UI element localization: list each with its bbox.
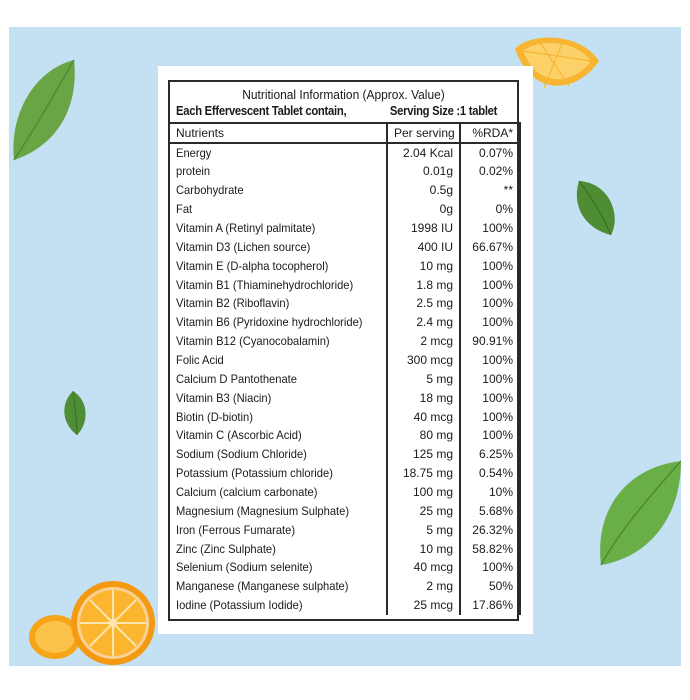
rda-value bbox=[460, 294, 520, 313]
nutrient-name-text: Energy bbox=[176, 146, 212, 160]
table-row bbox=[169, 577, 520, 596]
rda-value-text: 66.67% bbox=[472, 239, 513, 254]
rda-value-text: 100% bbox=[482, 221, 513, 235]
table-row bbox=[169, 445, 520, 464]
table-row bbox=[169, 143, 520, 162]
nutrition-table bbox=[168, 122, 521, 615]
nutrient-name bbox=[169, 351, 387, 370]
nutrient-name bbox=[169, 501, 387, 520]
rda-value bbox=[460, 162, 520, 181]
nutrient-name-text: Sodium (Sodium Chloride) bbox=[176, 447, 307, 462]
nutrient-name-text: Calcium D Pantothenate bbox=[176, 371, 297, 386]
per-serving-value-text: 2.4 mg bbox=[416, 315, 453, 330]
rda-value bbox=[460, 256, 520, 275]
rda-value-text: 17.86% bbox=[472, 598, 513, 613]
per-serving-value bbox=[387, 596, 460, 615]
rda-value-text: 0.54% bbox=[478, 466, 513, 481]
nutrient-name bbox=[169, 237, 387, 256]
per-serving-value bbox=[387, 426, 460, 445]
per-serving-value-text: 18.75 mg bbox=[402, 466, 453, 481]
per-serving-value bbox=[387, 464, 460, 483]
per-serving-value-text: 2 mcg bbox=[420, 334, 453, 349]
rda-value bbox=[460, 426, 520, 445]
nutrient-name-text: Selenium (Sodium selenite) bbox=[176, 560, 313, 575]
nutrient-name-text: Fat bbox=[176, 202, 193, 217]
nutrient-name bbox=[169, 143, 387, 162]
nutrient-name-text: Vitamin B2 (Riboflavin) bbox=[176, 296, 290, 311]
rda-value-text: 26.32% bbox=[472, 522, 513, 537]
nutrient-name bbox=[169, 332, 387, 351]
per-serving-value bbox=[387, 256, 460, 275]
nutrient-name bbox=[169, 313, 387, 332]
table-row bbox=[169, 181, 520, 200]
nutrient-name bbox=[169, 483, 387, 502]
leaf-icon bbox=[59, 389, 91, 437]
per-serving-value bbox=[387, 275, 460, 294]
nutrient-name bbox=[169, 256, 387, 275]
table-row bbox=[169, 351, 520, 370]
nutrient-name bbox=[169, 388, 387, 407]
nutrient-name bbox=[169, 577, 387, 596]
tablet-contents-label: Each Effervescent Tablet contain, bbox=[176, 104, 347, 118]
per-serving-value-text: 80 mg bbox=[419, 428, 453, 443]
nutrient-name-text: Biotin (D-biotin) bbox=[176, 409, 253, 424]
table-row bbox=[169, 219, 520, 238]
rda-value bbox=[460, 596, 520, 615]
rda-value bbox=[460, 464, 520, 483]
rda-value bbox=[460, 407, 520, 426]
rda-value-text: 100% bbox=[482, 277, 513, 292]
per-serving-value bbox=[387, 558, 460, 577]
per-serving-value bbox=[387, 577, 460, 596]
per-serving-value-text: 25 mcg bbox=[413, 598, 453, 613]
table-row bbox=[169, 520, 520, 539]
per-serving-value-text: 400 IU bbox=[417, 239, 453, 254]
rda-value-text: 6.25% bbox=[478, 447, 513, 462]
per-serving-value bbox=[387, 332, 460, 351]
nutrient-name bbox=[169, 426, 387, 445]
table-row bbox=[169, 275, 520, 294]
rda-value bbox=[460, 388, 520, 407]
per-serving-value bbox=[387, 219, 460, 238]
nutrient-name-text: Potassium (Potassium chloride) bbox=[176, 466, 333, 481]
nutrient-name-text: Vitamin E (D-alpha tocopherol) bbox=[176, 258, 329, 273]
nutrient-name bbox=[169, 539, 387, 558]
nutrition-title: Nutritional Information (Approx. Value) bbox=[242, 87, 445, 102]
per-serving-value bbox=[387, 294, 460, 313]
rda-value bbox=[460, 275, 520, 294]
column-header-nutrients: Nutrients bbox=[169, 123, 387, 143]
rda-value-text: 100% bbox=[482, 258, 513, 273]
per-serving-value-text: 2.04 Kcal bbox=[402, 146, 453, 160]
nutrient-name-text: Calcium (calcium carbonate) bbox=[176, 485, 318, 500]
per-serving-value bbox=[387, 539, 460, 558]
nutrient-name bbox=[169, 275, 387, 294]
table-header-row bbox=[169, 123, 520, 143]
table-row bbox=[169, 539, 520, 558]
per-serving-value-text: 40 mcg bbox=[413, 409, 453, 424]
nutrient-name bbox=[169, 407, 387, 426]
per-serving-value-text: 0.01g bbox=[422, 164, 453, 179]
rda-value bbox=[460, 520, 520, 539]
rda-value-text: 10% bbox=[488, 485, 513, 500]
rda-value bbox=[460, 539, 520, 558]
nutrient-name-text: Vitamin B1 (Thiaminehydrochloride) bbox=[176, 277, 354, 292]
per-serving-value bbox=[387, 351, 460, 370]
per-serving-value bbox=[387, 200, 460, 219]
nutrient-name bbox=[169, 162, 387, 181]
per-serving-value bbox=[387, 388, 460, 407]
rda-value-text: 100% bbox=[482, 428, 513, 443]
table-row bbox=[169, 558, 520, 577]
rda-value bbox=[460, 558, 520, 577]
nutrient-name bbox=[169, 520, 387, 539]
rda-value bbox=[460, 351, 520, 370]
table-row bbox=[169, 596, 520, 615]
rda-value-text: 0% bbox=[495, 202, 513, 217]
nutrient-name-text: Zinc (Zinc Sulphate) bbox=[176, 541, 276, 556]
rda-value-text: 90.91% bbox=[472, 334, 513, 349]
nutrient-name-text: Vitamin A (Retinyl palmitate) bbox=[176, 221, 316, 235]
rda-value bbox=[460, 313, 520, 332]
per-serving-value-text: 25 mg bbox=[419, 503, 453, 518]
nutrient-name-text: Folic Acid bbox=[176, 353, 224, 368]
rda-value-text: 0.07% bbox=[478, 146, 513, 160]
per-serving-value-text: 1998 IU bbox=[410, 221, 453, 235]
rda-value bbox=[460, 483, 520, 502]
rda-value bbox=[460, 369, 520, 388]
leaf-icon bbox=[589, 457, 681, 569]
table-row bbox=[169, 200, 520, 219]
rda-value-text: 100% bbox=[482, 296, 513, 311]
per-serving-value bbox=[387, 501, 460, 520]
rda-value-text: 0.02% bbox=[478, 164, 513, 179]
nutrient-name-text: Manganese (Manganese sulphate) bbox=[176, 579, 349, 594]
table-row bbox=[169, 313, 520, 332]
rda-value bbox=[460, 181, 520, 200]
rda-value-text: 58.82% bbox=[472, 541, 513, 556]
rda-value-text: 100% bbox=[482, 409, 513, 424]
rda-value bbox=[460, 219, 520, 238]
leaf-icon bbox=[571, 177, 621, 239]
per-serving-value-text: 5 mg bbox=[426, 371, 453, 386]
per-serving-value bbox=[387, 313, 460, 332]
per-serving-value-text: 1.8 mg bbox=[416, 277, 453, 292]
per-serving-value bbox=[387, 237, 460, 256]
rda-value bbox=[460, 577, 520, 596]
per-serving-value-text: 10 mg bbox=[419, 258, 453, 273]
table-row bbox=[169, 294, 520, 313]
per-serving-value-text: 0g bbox=[439, 202, 453, 217]
per-serving-value bbox=[387, 162, 460, 181]
per-serving-value-text: 300 mcg bbox=[406, 353, 453, 368]
nutrition-facts-panel bbox=[168, 80, 519, 621]
rda-value-text: 50% bbox=[488, 579, 513, 594]
nutrient-name bbox=[169, 200, 387, 219]
nutrient-name bbox=[169, 596, 387, 615]
table-row bbox=[169, 237, 520, 256]
serving-size-label: Serving Size :1 tablet bbox=[389, 104, 497, 118]
rda-value bbox=[460, 501, 520, 520]
nutrient-name bbox=[169, 294, 387, 313]
rda-value-text: 100% bbox=[482, 315, 513, 330]
table-row bbox=[169, 407, 520, 426]
nutrient-name bbox=[169, 464, 387, 483]
rda-value bbox=[460, 445, 520, 464]
table-row bbox=[169, 369, 520, 388]
rda-value bbox=[460, 143, 520, 162]
nutrient-name-text: protein bbox=[176, 164, 211, 179]
per-serving-value bbox=[387, 445, 460, 464]
rda-value bbox=[460, 237, 520, 256]
per-serving-value-text: 0.5g bbox=[429, 183, 453, 198]
rda-value-text: ** bbox=[503, 183, 513, 198]
rda-value bbox=[460, 332, 520, 351]
nutrient-name-text: Vitamin B12 (Cyanocobalamin) bbox=[176, 334, 330, 349]
rda-value bbox=[460, 200, 520, 219]
per-serving-value bbox=[387, 407, 460, 426]
table-row bbox=[169, 388, 520, 407]
table-row bbox=[169, 483, 520, 502]
nutrient-name-text: Vitamin D3 (Lichen source) bbox=[176, 239, 311, 254]
per-serving-value-text: 5 mg bbox=[426, 522, 453, 537]
per-serving-value bbox=[387, 181, 460, 200]
nutrient-name bbox=[169, 181, 387, 200]
per-serving-value bbox=[387, 483, 460, 502]
per-serving-value-text: 18 mg bbox=[419, 390, 453, 405]
per-serving-value-text: 10 mg bbox=[419, 541, 453, 556]
table-row bbox=[169, 464, 520, 483]
per-serving-value bbox=[387, 369, 460, 388]
table-row bbox=[169, 501, 520, 520]
nutrient-name bbox=[169, 445, 387, 464]
rda-value-text: 5.68% bbox=[478, 503, 513, 518]
table-row bbox=[169, 256, 520, 275]
nutrient-name-text: Vitamin C (Ascorbic Acid) bbox=[176, 428, 302, 443]
rda-value-text: 100% bbox=[482, 371, 513, 386]
nutrient-name-text: Iron (Ferrous Fumarate) bbox=[176, 522, 296, 537]
per-serving-value-text: 2 mg bbox=[426, 579, 453, 594]
nutrient-name-text: Carbohydrate bbox=[176, 183, 244, 198]
nutrient-name-text: Vitamin B6 (Pyridoxine hydrochloride) bbox=[176, 315, 363, 330]
rda-value-text: 100% bbox=[482, 353, 513, 368]
nutrition-subtitle bbox=[170, 102, 517, 119]
table-row bbox=[169, 332, 520, 351]
nutrient-name-text: Magnesium (Magnesium Sulphate) bbox=[176, 503, 350, 518]
leaf-icon bbox=[9, 55, 79, 165]
per-serving-value-text: 125 mg bbox=[412, 447, 453, 462]
table-row bbox=[169, 162, 520, 181]
nutrient-name-text: Vitamin B3 (Niacin) bbox=[176, 390, 272, 405]
nutrient-name-text: Iodine (Potassium Iodide) bbox=[176, 598, 303, 613]
nutrient-name bbox=[169, 558, 387, 577]
rda-value-text: 100% bbox=[482, 560, 513, 575]
per-serving-value-text: 100 mg bbox=[412, 485, 453, 500]
rda-value-text: 100% bbox=[482, 390, 513, 405]
per-serving-value-text: 40 mcg bbox=[413, 560, 453, 575]
column-header-rda: %RDA* bbox=[460, 123, 520, 143]
column-header-per-serving: Per serving bbox=[387, 123, 460, 143]
table-row bbox=[169, 426, 520, 445]
per-serving-value bbox=[387, 143, 460, 162]
per-serving-value bbox=[387, 520, 460, 539]
nutrient-name bbox=[169, 369, 387, 388]
orange-half-icon bbox=[25, 579, 165, 666]
per-serving-value-text: 2.5 mg bbox=[416, 296, 453, 311]
nutrient-name bbox=[169, 219, 387, 238]
